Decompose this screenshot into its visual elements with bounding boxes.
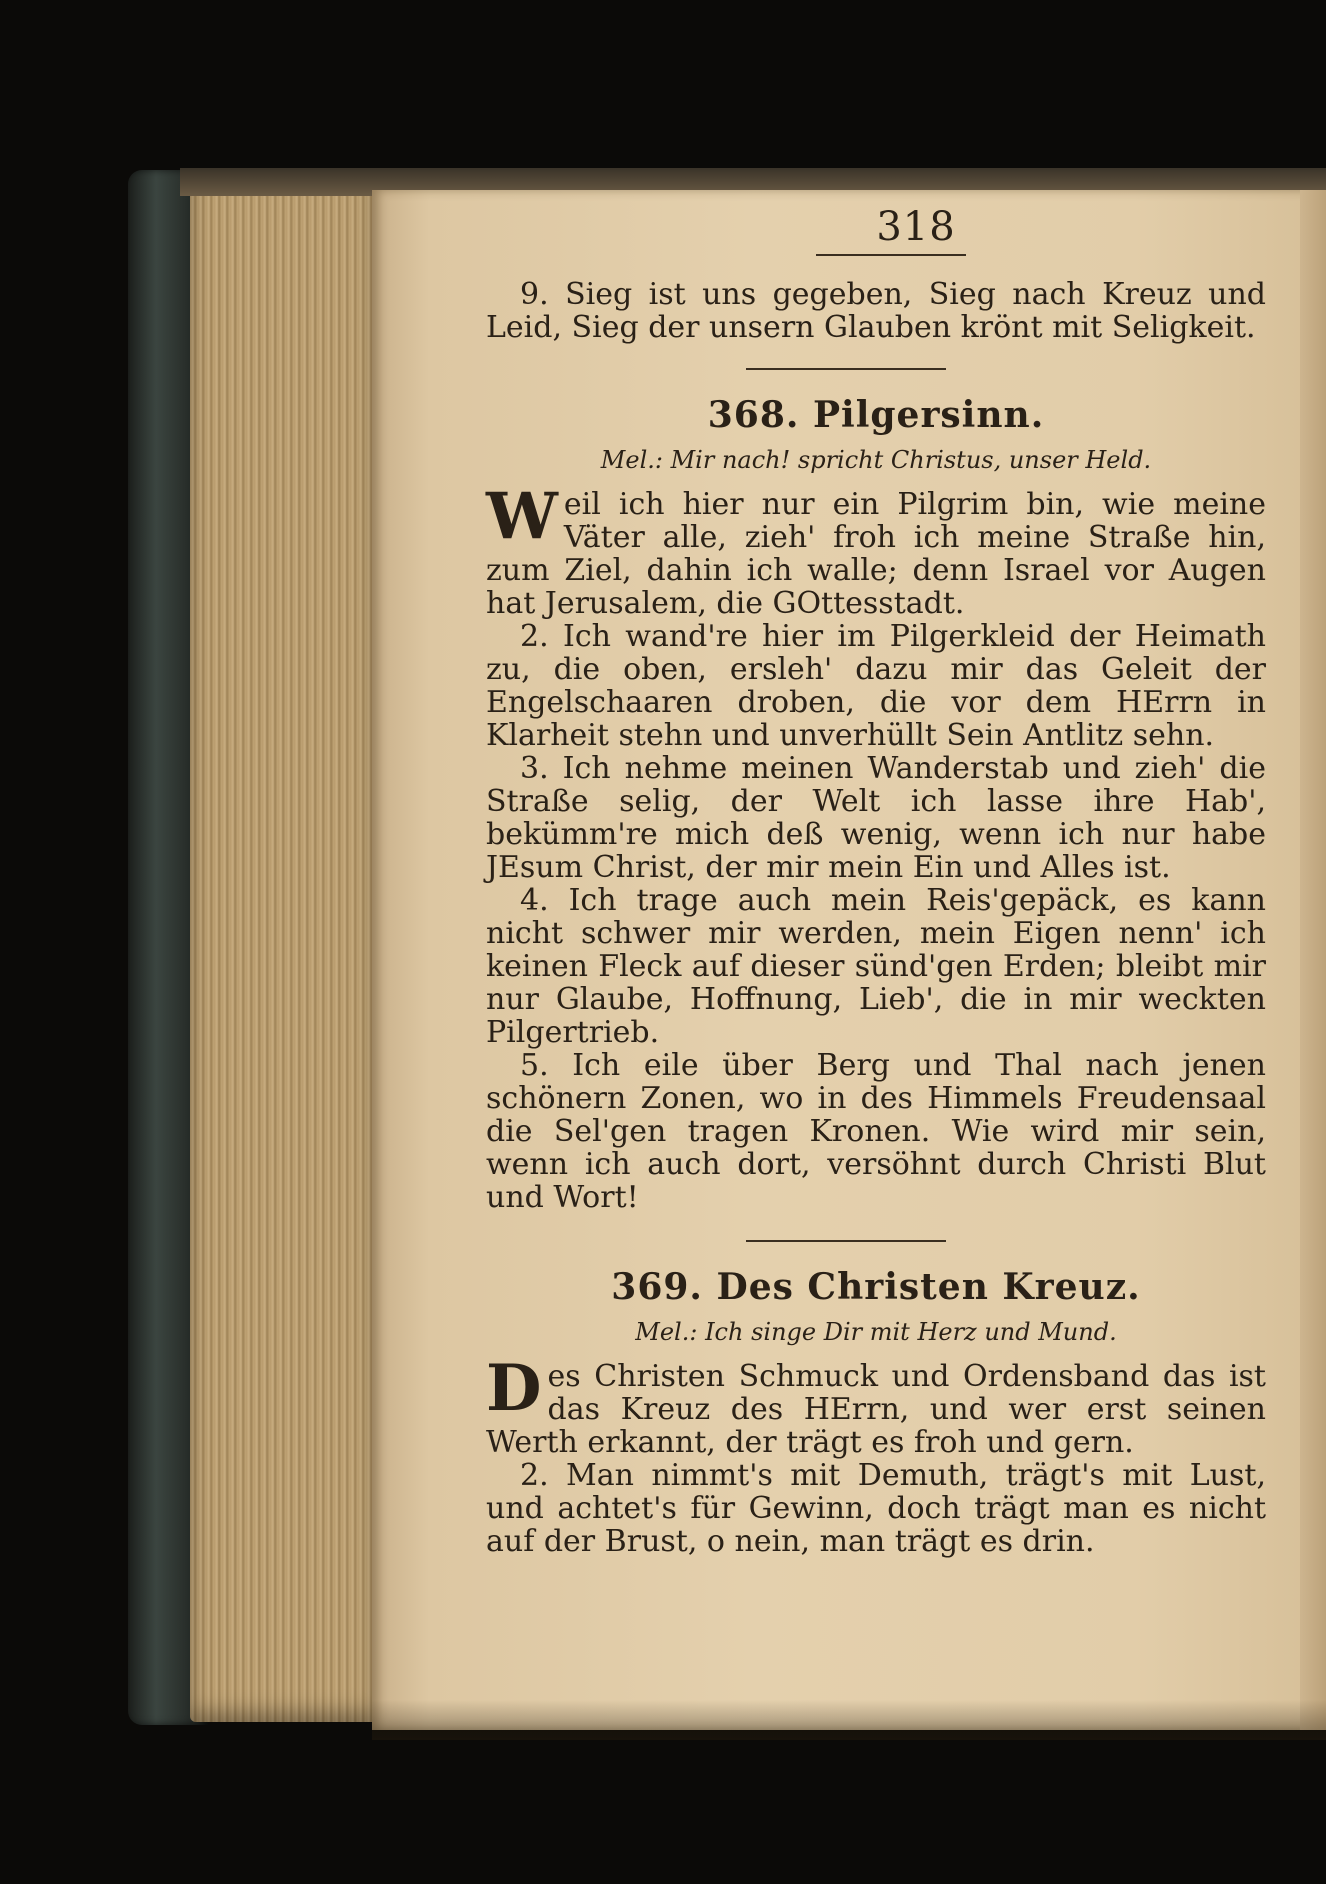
page-edges <box>190 172 376 1722</box>
hymn-368-verse-5: 5. Ich eile über Berg und Thal nach jenen schönern Zonen, wo in des Himmels Freudensaal die Sel'gen tragen Kronen. Wie wird mir sein, wenn ich auch dort, versöhnt durch Christi Blut und Wort! <box>486 1048 1266 1215</box>
hymn-369-verse-1 <box>486 1351 1266 1460</box>
page-number: 318 <box>876 204 956 250</box>
hymn-368-melody: Mel.: Mir nach! spricht Christus, unser Held. <box>600 446 1152 474</box>
section-divider <box>746 368 946 370</box>
hymn-369-verse-2: 2. Man nimmt's mit Demuth, trägt's mit Lust, und achtet's für Gewinn, doch trägt man es nicht auf der Brust, o nein, man trägt es drin. <box>486 1458 1266 1559</box>
hymn-368-verse-3: 3. Ich nehme meinen Wanderstab und zieh' die Straße selig, der Welt ich lasse ihre Hab', bekümm're mich deß wenig, wenn ich nur habe JEsum Christ, der mir mein Ein und Alles ist. <box>486 751 1266 885</box>
hymn-368-title: 368. Pilgersinn. <box>707 394 1045 436</box>
section-divider-2 <box>746 1240 946 1242</box>
hymn-368-verse-1 <box>486 479 1266 621</box>
facing-page-edge <box>1300 190 1326 1730</box>
hymn-368-dropcap: W <box>486 479 558 554</box>
hymn-369-melody: Mel.: Ich singe Dir mit Herz und Mund. <box>635 1318 1117 1346</box>
hymn-368-verse-4: 4. Ich trage auch mein Reis'gepäck, es kann nicht schwer mir werden, mein Eigen nenn' ich keinen Fleck auf dieser sünd'gen Erden; bleibt mir nur Glaube, Hoffnung, Lieb', die in mir weckten Pilgertrieb. <box>486 883 1266 1050</box>
hymn-369-dropcap: D <box>486 1351 542 1426</box>
previous-hymn-verse: 9. Sieg ist uns gegeben, Sieg nach Kreuz und Leid, Sieg der unsern Glauben krönt mit Seligkeit. <box>486 277 1266 345</box>
page-text <box>486 200 1266 1558</box>
page-shadow <box>372 1700 1326 1740</box>
hymn-369-title: 369. Des Christen Kreuz. <box>611 1266 1141 1308</box>
hymn-368-verse-1-text: eil ich hier nur ein Pilgrim bin, wie meine Väter alle, zieh' froh ich meine Straße hin, zum Ziel, dahin ich walle; denn Israel vor Augen hat Jerusalem, die GOttesstadt. <box>486 487 1266 621</box>
hymn-369-verse-1-text: es Christen Schmuck und Ordensband das ist das Kreuz des HErrn, und wer erst seinen Werth erkannt, der trägt es froh und gern. <box>486 1359 1266 1460</box>
hymn-368-verse-2: 2. Ich wand're hier im Pilgerkleid der Heimath zu, die oben, ersleh' dazu mir das Geleit der Engelschaaren droben, die vor dem HErrn in Klarheit stehn und unverhüllt Sein Antlitz sehn. <box>486 619 1266 753</box>
